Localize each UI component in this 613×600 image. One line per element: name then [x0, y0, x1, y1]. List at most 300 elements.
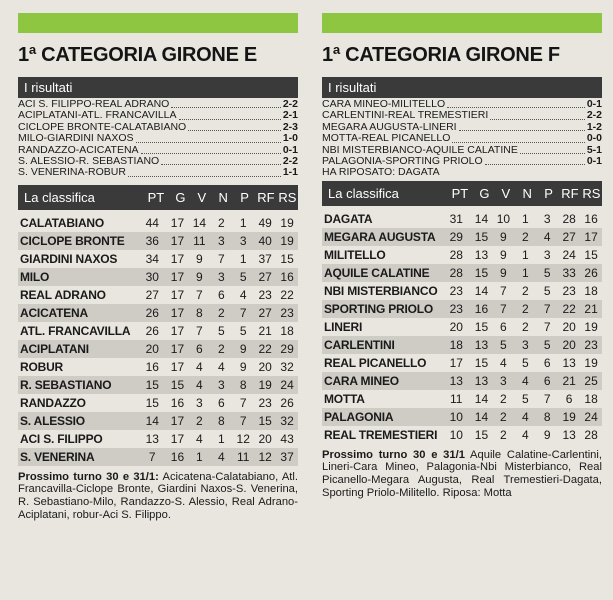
stat-cell: 4	[500, 355, 507, 370]
standings-row	[18, 430, 298, 448]
stat-cell: 1	[217, 431, 225, 446]
stat-cell: 3	[217, 233, 225, 248]
stat-cell: 7	[148, 449, 156, 464]
standings-row	[322, 336, 602, 354]
stat-cell: 15	[474, 229, 489, 244]
stat-cell: 3	[196, 395, 203, 410]
team-name: S. VENERINA	[20, 449, 95, 464]
standings-title: La classifica	[24, 189, 95, 205]
match-score: 0-1	[586, 154, 602, 167]
stat-cell: 16	[584, 211, 598, 226]
standings-row	[322, 408, 602, 426]
stat-cell: 16	[170, 449, 185, 464]
stat-cell: 3	[500, 373, 507, 388]
stat-cell: 2	[521, 301, 529, 316]
stat-cell: 49	[258, 215, 272, 230]
stat-cell: 2	[521, 319, 529, 334]
stat-cell: 36	[145, 233, 159, 248]
stat-cell: 14	[145, 413, 159, 428]
team-name: REAL TREMESTIERI	[324, 427, 438, 442]
stat-cell: 19	[584, 319, 598, 334]
stat-cell: 7	[500, 301, 507, 316]
team-name: R. SEBASTIANO	[20, 377, 112, 392]
stat-cell: 6	[217, 287, 225, 302]
match-score: 1-1	[282, 166, 298, 179]
leader-dots	[141, 145, 281, 154]
stat-cell: 21	[562, 373, 576, 388]
match-score: 2-3	[282, 120, 298, 133]
match-label: CARLENTINI-REAL TREMESTIERI	[322, 109, 489, 122]
standings-row	[18, 304, 298, 322]
stat-cell: 20	[449, 319, 463, 334]
match-label: S. VENERINA-ROBUR	[18, 166, 126, 179]
column-header: V	[197, 189, 207, 205]
match-label: CICLOPE BRONTE-CALATABIANO	[18, 120, 187, 133]
stat-cell: 16	[280, 269, 294, 284]
leader-dots	[136, 133, 281, 142]
stat-cell: 14	[474, 283, 489, 298]
column-header: P	[240, 189, 249, 205]
stat-cell: 20	[145, 341, 159, 356]
column-header: PT	[147, 189, 165, 205]
standings-row	[18, 358, 298, 376]
accent-bar	[18, 13, 298, 33]
stat-cell: 20	[258, 359, 272, 374]
stat-cell: 33	[562, 265, 576, 280]
standings-table	[322, 181, 602, 444]
standings-table	[18, 185, 298, 466]
match-score: 1-2	[586, 120, 602, 133]
next-round-label: Prossimo turno 30 e 31/1:	[18, 470, 159, 483]
stat-cell: 27	[562, 229, 576, 244]
match-label: MILO-GIARDINI NAXOS	[18, 132, 134, 145]
stat-cell: 27	[258, 269, 272, 284]
column-header: V	[501, 185, 511, 201]
stat-cell: 2	[196, 413, 203, 428]
stat-cell: 3	[521, 337, 529, 352]
standings-row	[322, 390, 602, 408]
stat-cell: 7	[239, 395, 247, 410]
stat-cell: 15	[474, 355, 489, 370]
stat-cell: 24	[584, 409, 598, 424]
match-score: 1-0	[282, 132, 298, 145]
stat-cell: 7	[196, 323, 203, 338]
stat-cell: 3	[239, 233, 247, 248]
stat-cell: 5	[521, 355, 529, 370]
standings-row	[322, 282, 602, 300]
stat-cell: 4	[543, 229, 551, 244]
girone-e-column	[18, 0, 298, 521]
team-name: S. ALESSIO	[20, 413, 85, 428]
column-header: G	[479, 185, 490, 201]
stat-cell: 43	[280, 431, 294, 446]
stat-cell: 4	[217, 449, 225, 464]
stat-cell: 26	[584, 265, 598, 280]
stat-cell: 17	[170, 341, 185, 356]
standings-row	[18, 286, 298, 304]
match-score: 0-1	[586, 98, 602, 110]
stat-cell: 13	[145, 431, 159, 446]
stat-cell: 9	[500, 265, 507, 280]
stat-cell: 21	[584, 301, 598, 316]
results-header: I risultati	[322, 77, 602, 98]
result-row	[18, 167, 298, 178]
stat-cell: 4	[217, 359, 225, 374]
column-header: P	[544, 185, 553, 201]
stat-cell: 9	[543, 427, 551, 442]
stat-cell: 6	[196, 341, 203, 356]
stat-cell: 6	[565, 391, 573, 406]
next-round	[322, 449, 602, 499]
leader-dots	[485, 156, 585, 165]
stat-cell: 28	[584, 427, 598, 442]
leader-dots	[188, 122, 281, 131]
team-name: REAL ADRANO	[20, 287, 106, 302]
stat-cell: 7	[543, 319, 551, 334]
stat-cell: 20	[562, 337, 576, 352]
results-list	[18, 99, 298, 179]
stat-cell: 28	[449, 265, 463, 280]
team-name: MEGARA AUGUSTA	[324, 229, 436, 244]
leader-dots	[490, 110, 585, 119]
stat-cell: 6	[217, 395, 225, 410]
stat-cell: 32	[280, 413, 294, 428]
stat-cell: 5	[543, 337, 551, 352]
standings-row	[18, 322, 298, 340]
stat-cell: 8	[239, 377, 247, 392]
stat-cell: 12	[236, 431, 250, 446]
stat-cell: 17	[170, 413, 185, 428]
stat-cell: 26	[145, 323, 159, 338]
stat-cell: 2	[521, 283, 529, 298]
team-name: DAGATA	[324, 211, 373, 226]
stat-cell: 1	[196, 449, 203, 464]
standings-row	[322, 228, 602, 246]
stat-cell: 29	[280, 341, 294, 356]
stat-cell: 24	[562, 247, 576, 262]
stat-cell: 14	[474, 409, 489, 424]
team-name: RANDAZZO	[20, 395, 86, 410]
stat-cell: 30	[145, 269, 159, 284]
stat-cell: 13	[474, 247, 489, 262]
stat-cell: 11	[450, 391, 463, 406]
standings-row	[18, 214, 298, 232]
stat-cell: 15	[145, 395, 159, 410]
stat-cell: 13	[449, 373, 463, 388]
team-name: MOTTA	[324, 391, 365, 406]
stat-cell: 21	[258, 323, 272, 338]
stat-cell: 27	[145, 287, 159, 302]
stat-cell: 9	[500, 247, 507, 262]
stat-cell: 34	[145, 251, 159, 266]
stat-cell: 2	[521, 229, 529, 244]
stat-cell: 3	[543, 247, 551, 262]
stat-cell: 15	[584, 247, 598, 262]
team-name: CALATABIANO	[20, 215, 105, 230]
stat-cell: 15	[280, 251, 294, 266]
section-title: 1ª CATEGORIA GIRONE E	[18, 44, 257, 66]
team-name: GIARDINI NAXOS	[20, 251, 118, 266]
team-name: CARA MINEO	[324, 373, 399, 388]
stat-cell: 16	[170, 395, 185, 410]
stat-cell: 3	[217, 269, 225, 284]
standings-row	[322, 354, 602, 372]
stat-cell: 23	[584, 337, 598, 352]
team-name: LINERI	[324, 319, 363, 334]
stat-cell: 4	[239, 287, 247, 302]
stat-cell: 15	[474, 427, 489, 442]
stat-cell: 2	[217, 305, 225, 320]
stat-cell: 17	[170, 251, 185, 266]
stat-cell: 23	[449, 301, 463, 316]
stat-cell: 7	[196, 287, 203, 302]
stat-cell: 19	[562, 409, 576, 424]
leader-dots	[452, 133, 584, 142]
next-round	[18, 471, 298, 521]
stat-cell: 14	[474, 211, 489, 226]
stat-cell: 2	[500, 409, 507, 424]
column-header: RS	[582, 185, 601, 201]
stat-cell: 22	[280, 287, 294, 302]
standings-row	[322, 372, 602, 390]
stat-cell: 18	[280, 323, 294, 338]
stat-cell: 17	[170, 305, 185, 320]
stat-cell: 5	[217, 323, 225, 338]
stat-cell: 17	[449, 355, 463, 370]
stat-cell: 14	[192, 215, 207, 230]
stat-cell: 6	[500, 319, 507, 334]
standings-row	[322, 300, 602, 318]
stat-cell: 13	[474, 337, 489, 352]
stat-cell: 1	[239, 251, 247, 266]
match-score: 2-2	[282, 154, 298, 167]
team-name: MILITELLO	[324, 247, 386, 262]
stat-cell: 9	[239, 341, 247, 356]
stat-cell: 17	[170, 215, 185, 230]
stat-cell: 11	[236, 449, 250, 464]
stat-cell: 9	[196, 251, 203, 266]
stat-cell: 32	[280, 359, 294, 374]
stat-cell: 5	[543, 265, 551, 280]
match-label: MEGARA AUGUSTA-LINERI	[322, 120, 457, 133]
section-title: 1ª CATEGORIA GIRONE F	[322, 44, 560, 66]
column-header: RF	[257, 189, 275, 205]
stat-cell: 10	[496, 211, 511, 226]
stat-cell: 4	[521, 409, 529, 424]
leader-dots	[179, 110, 281, 119]
results-header: I risultati	[18, 77, 298, 98]
stat-cell: 1	[239, 215, 247, 230]
leader-dots	[447, 99, 585, 108]
leader-dots	[459, 122, 585, 131]
stat-cell: 5	[239, 269, 247, 284]
stat-cell: 22	[258, 341, 272, 356]
column-header: RS	[278, 189, 297, 205]
stat-cell: 3	[543, 211, 551, 226]
stat-cell: 40	[258, 233, 272, 248]
stat-cell: 1	[521, 211, 529, 226]
stat-cell: 23	[280, 305, 294, 320]
stat-cell: 23	[449, 283, 463, 298]
standings-row	[18, 250, 298, 268]
team-name: ROBUR	[20, 359, 63, 374]
stat-cell: 26	[145, 305, 159, 320]
rest-note: HA RIPOSATO: DAGATA	[322, 166, 440, 179]
team-name: MILO	[20, 269, 50, 284]
next-round-label: Prossimo turno 30 e 31/1	[322, 448, 465, 461]
team-name: SPORTING PRIOLO	[324, 301, 434, 316]
match-label: PALAGONIA-SPORTING PRIOLO	[322, 154, 483, 167]
stat-cell: 5	[239, 323, 247, 338]
stat-cell: 2	[500, 427, 507, 442]
standings-row	[322, 246, 602, 264]
match-label: CARA MINEO-MILITELLO	[322, 98, 446, 110]
standings-row	[322, 210, 602, 228]
stat-cell: 17	[170, 359, 185, 374]
column-header: RF	[561, 185, 579, 201]
stat-cell: 6	[543, 355, 551, 370]
stat-cell: 18	[449, 337, 463, 352]
column-header: G	[175, 189, 186, 205]
stat-cell: 15	[474, 319, 489, 334]
stat-cell: 19	[280, 215, 294, 230]
team-name: REAL PICANELLO	[324, 355, 427, 370]
stat-cell: 23	[562, 283, 576, 298]
stat-cell: 19	[280, 233, 294, 248]
standings-row	[18, 448, 298, 466]
leader-dots	[161, 156, 281, 165]
stat-cell: 5	[521, 391, 529, 406]
stat-cell: 7	[239, 413, 247, 428]
standings-header	[18, 185, 298, 210]
stat-cell: 16	[145, 359, 159, 374]
stat-cell: 1	[521, 265, 529, 280]
stat-cell: 10	[449, 427, 463, 442]
standings-row	[18, 340, 298, 358]
stat-cell: 17	[170, 233, 185, 248]
standings-row	[322, 426, 602, 444]
standings-title: La classifica	[328, 185, 399, 201]
stat-cell: 8	[196, 305, 203, 320]
column-header: N	[218, 189, 228, 205]
stat-cell: 4	[196, 359, 203, 374]
standings-row	[18, 394, 298, 412]
standings-row	[322, 318, 602, 336]
stat-cell: 23	[258, 395, 272, 410]
stat-cell: 9	[239, 359, 247, 374]
team-name: NBI MISTERBIANCO	[324, 283, 438, 298]
stat-cell: 31	[449, 211, 463, 226]
column-header: N	[522, 185, 532, 201]
stat-cell: 2	[217, 341, 225, 356]
stat-cell: 3	[217, 377, 225, 392]
match-label: ACI S. FILIPPO-REAL ADRANO	[18, 98, 170, 110]
stat-cell: 14	[474, 391, 489, 406]
match-score: 0-0	[586, 132, 602, 145]
stat-cell: 26	[280, 395, 294, 410]
leader-dots	[128, 167, 281, 176]
stat-cell: 17	[584, 229, 598, 244]
stat-cell: 13	[474, 373, 489, 388]
standings-row	[18, 268, 298, 286]
stat-cell: 44	[145, 215, 159, 230]
stat-cell: 37	[258, 251, 272, 266]
stat-cell: 8	[217, 413, 225, 428]
stat-cell: 7	[500, 283, 507, 298]
stat-cell: 20	[258, 431, 272, 446]
stat-cell: 11	[193, 233, 206, 248]
stat-cell: 22	[562, 301, 576, 316]
stat-cell: 29	[449, 229, 463, 244]
stat-cell: 23	[258, 287, 272, 302]
match-score: 5-1	[586, 143, 602, 156]
result-row	[322, 133, 602, 144]
stat-cell: 9	[500, 229, 507, 244]
match-label: RANDAZZO-ACICATENA	[18, 143, 139, 156]
stat-cell: 4	[521, 373, 529, 388]
stat-cell: 2	[500, 391, 507, 406]
match-score: 2-1	[282, 109, 298, 122]
team-name: CICLOPE BRONTE	[20, 233, 125, 248]
stat-cell: 5	[500, 337, 507, 352]
match-label: S. ALESSIO-R. SEBASTIANO	[18, 154, 160, 167]
girone-f-column	[322, 0, 602, 499]
stat-cell: 20	[562, 319, 576, 334]
stat-cell: 25	[584, 373, 598, 388]
stat-cell: 37	[280, 449, 294, 464]
match-score: 2-2	[282, 98, 298, 110]
stat-cell: 6	[543, 373, 551, 388]
stat-cell: 28	[562, 211, 576, 226]
stat-cell: 13	[562, 355, 576, 370]
team-name: PALAGONIA	[324, 409, 394, 424]
stat-cell: 28	[449, 247, 463, 262]
team-name: ACI S. FILIPPO	[20, 431, 103, 446]
stat-cell: 2	[217, 215, 225, 230]
stat-cell: 15	[170, 377, 185, 392]
team-name: CARLENTINI	[324, 337, 395, 352]
stat-cell: 9	[196, 269, 203, 284]
stat-cell: 17	[170, 269, 185, 284]
stat-cell: 18	[584, 391, 598, 406]
team-name: ACIPLATANI	[20, 341, 89, 356]
team-name: ATL. FRANCAVILLA	[20, 323, 131, 338]
stat-cell: 18	[584, 283, 598, 298]
stat-cell: 13	[562, 427, 576, 442]
team-name: ACICATENA	[20, 305, 88, 320]
accent-bar	[322, 13, 602, 33]
results-list	[322, 99, 602, 179]
stat-cell: 24	[280, 377, 294, 392]
stat-cell: 19	[584, 355, 598, 370]
leader-dots	[171, 99, 280, 108]
stat-cell: 4	[196, 377, 203, 392]
stat-cell: 1	[521, 247, 529, 262]
stat-cell: 7	[543, 391, 551, 406]
stat-cell: 12	[258, 449, 272, 464]
stat-cell: 15	[258, 413, 272, 428]
standings-row	[18, 376, 298, 394]
stat-cell: 5	[543, 283, 551, 298]
match-label: NBI MISTERBIANCO-AQUILE CALATINE	[322, 143, 518, 156]
result-row	[18, 133, 298, 144]
next-round-text: Aquile Calatine-Carlentini, Lineri-Cara Mineo, Palagonia-Nbi Misterbianco, Real Picanello-Megara Augusta, Real Tremestieri-Dagata, Sporting Priolo-Militello. Riposa: Motta	[322, 448, 602, 499]
column-header: PT	[451, 185, 469, 201]
stat-cell: 17	[170, 287, 185, 302]
standings-row	[322, 264, 602, 282]
leader-dots	[520, 145, 585, 154]
stat-cell: 8	[543, 409, 551, 424]
